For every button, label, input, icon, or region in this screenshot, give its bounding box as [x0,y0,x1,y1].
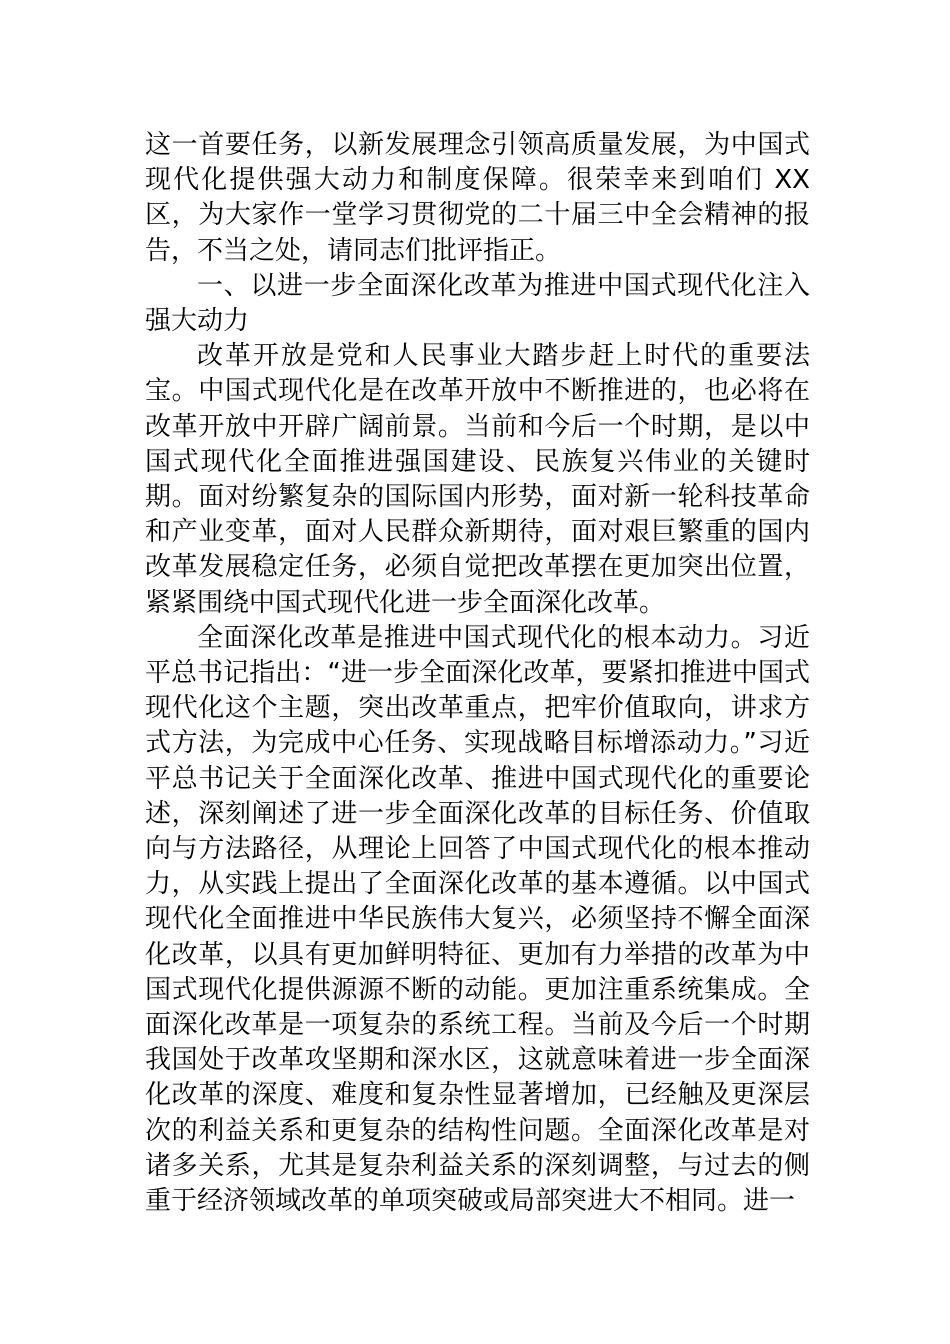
document-body [145,128,810,1219]
paragraph-reform-opening: 改革开放是党和人民事业大踏步赶上时代的重要法宝。中国式现代化是在改革开放中不断推进的，也必将在改革开放中开辟广阔前景。当前和今后一个时期，是以中国式现代化全面推进强国建设、民族复兴伟业的关键时期。面对纷繁复杂的国际国内形势，面对新一轮科技革命和产业变革，面对人民群众新期待，面对艰巨繁重的国内改革发展稳定任务，必须自觉把改革摆在更加突出位置，紧紧围绕中国式现代化进一步全面深化改革。 [145,341,810,618]
paragraph-deepening-reform: 全面深化改革是推进中国式现代化的根本动力。习近平总书记指出：“进一步全面深化改革，要紧扣推进中国式现代化这个主题，突出改革重点，把牢价值取向，讲求方式方法，为完成中心任务、实现战略目标增添动力。”习近平总书记关于全面深化改革、推进中国式现代化的重要论述，深刻阐述了进一步全面深化改革的目标任务、价值取向与方法路径，从理论上回答了中国式现代化的根本推动力，从实践上提出了全面深化改革的基本遵循。以中国式现代化全面推进中华民族伟大复兴，必须坚持不懈全面深化改革，以具有更加鲜明特征、更加有力举措的改革为中国式现代化提供源源不断的动能。更加注重系统集成。全面深化改革是一项复杂的系统工程。当前及今后一个时期我国处于改革攻坚期和深水区，这就意味着进一步全面深化改革的深度、难度和复杂性显著增加，已经触及更深层次的利益关系和更复杂的结构性问题。全面深化改革是对诸多关系，尤其是复杂利益关系的深刻调整，与过去的侧重于经济领域改革的单项突破或局部突进大不相同。进一 [145,622,810,1217]
section-heading-one: 一、以进一步全面深化改革为推进中国式现代化注入强大动力 [145,270,810,337]
paragraph-intro-continuation: 这一首要任务，以新发展理念引领高质量发展，为中国式现代化提供强大动力和制度保障。很荣幸来到咱们 XX 区，为大家作一堂学习贯彻党的二十届三中全会精神的报告，不当之处，请同志们批评指正。 [145,130,810,266]
